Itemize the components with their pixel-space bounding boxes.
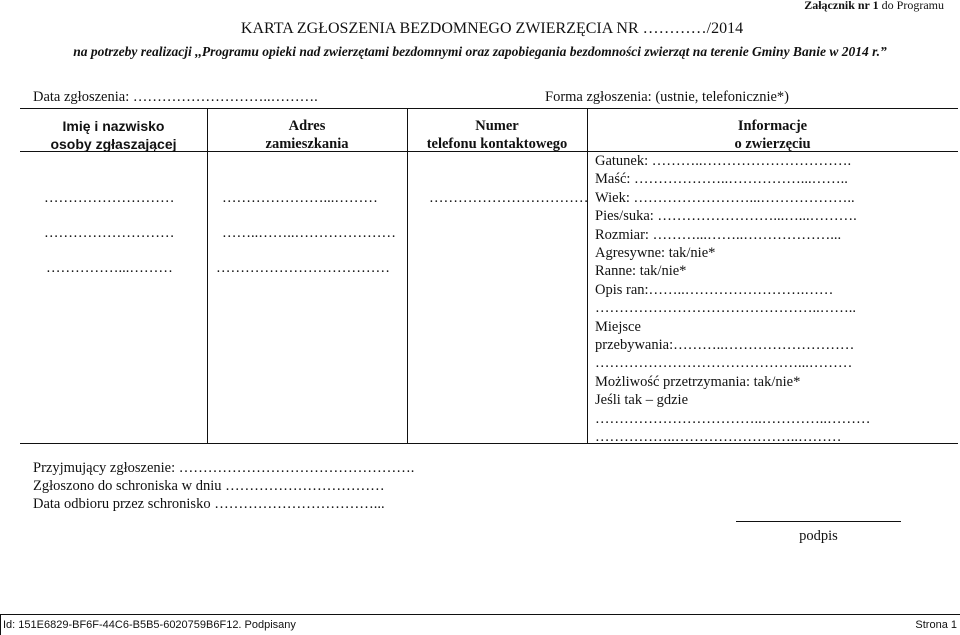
document-subtitle: na potrzeby realizacji ,,Programu opieki nad zwierzętami bezdomnymi oraz zapobiegania bezdomności zwierząt na terenie Gminy Banie w 2014 r.” [73,44,887,59]
document-id: Id: 151E6829-BF6F-44C6-B5B5-6020759B6F12. Podpisany [3,619,296,631]
header-address-line2: zamieszkania [265,136,349,152]
receiver-field[interactable]: Przyjmujący zgłoszenie: …………………………………………. [33,460,415,476]
sex-field[interactable]: Pies/suka: ……………………...…...………. [595,208,857,225]
age-field[interactable]: Wiek: ……………………...……………….. [595,189,855,206]
holding-location-continuation[interactable]: ……………..……………………..……… [595,429,842,446]
footer-divider [0,615,1,635]
header-animal-info [587,117,958,153]
column-divider [587,109,588,443]
address-field[interactable]: ……………………………… [216,260,390,276]
annex-number: Załącznik nr 1 [804,0,879,12]
signature-label: podpis [799,528,838,544]
header-address [207,117,407,153]
address-field[interactable]: ……..……..………………… [222,225,396,241]
report-form-line[interactable]: Forma zgłoszenia: (ustnie, telefonicznie*) [545,89,789,105]
holding-location-field[interactable]: ……………………………..…………..……… [595,410,871,427]
animal-info-list [595,152,871,447]
header-reporter-name-line2: osoby zgłaszającej [50,136,177,152]
address-field[interactable]: …………………...……… [222,190,378,206]
processing-section [33,459,414,513]
wounds-description-field[interactable]: Opis ran:……..…………………….…… [595,281,834,298]
location-continuation[interactable]: ……………………………………...……… [595,355,853,372]
location-field[interactable]: przebywania:………..……………………… [595,337,855,354]
shelter-report-date-field[interactable]: Zgłoszono do schroniska w dniu …………………………… [33,478,385,494]
signature-line[interactable] [736,521,901,522]
reporter-name-field[interactable]: ……………………… [44,225,175,241]
header-address-line1: Adres [288,118,326,134]
wounds-description-continuation[interactable]: ………………………………………..…….. [595,300,856,317]
header-phone-line2: telefonu kontaktowego [426,136,568,152]
header-phone [407,117,587,153]
header-phone-line1: Numer [475,118,519,134]
aggressive-field[interactable]: Agresywne: tak/nie* [595,245,716,262]
size-field[interactable]: Rozmiar: ………...……..………………... [595,226,842,243]
holding-location-label: Jeśli tak – gdzie [595,392,689,409]
holding-possibility-field[interactable]: Możliwość przetrzymania: tak/nie* [595,373,801,390]
annex-label [804,0,944,13]
document-title-text: KARTA ZGŁOSZENIA BEZDOMNEGO ZWIERZĘCIA NR …………/2014 [240,20,744,37]
reporter-name-field[interactable]: ……………………… [44,190,175,206]
color-field[interactable]: Maść: ………………..……………...…….. [595,171,848,188]
header-animal-info-line1: Informacje [737,118,808,134]
location-label: Miejsce [595,318,641,335]
column-divider [407,109,408,443]
header-reporter-name [20,117,207,153]
document-title [0,20,960,38]
species-field[interactable]: Gatunek: ………..…………………………. [595,153,852,169]
page-footer [0,614,960,635]
annex-reference: do Programu [881,0,944,12]
injured-field[interactable]: Ranne: tak/nie* [595,263,687,280]
shelter-pickup-date-field[interactable]: Data odbioru przez schronisko ……………………………... [33,496,385,512]
page-number: Strona 1 [915,619,957,631]
report-date-line[interactable]: Data zgłoszenia: ………………………..………. [33,89,318,105]
phone-field[interactable]: …………………………… [429,190,589,206]
header-animal-info-line2: o zwierzęciu [734,136,811,152]
report-table [20,108,958,444]
column-divider [207,109,208,443]
reporter-name-field[interactable]: ……………...……… [46,260,173,276]
header-reporter-name-line1: Imię i nazwisko [62,118,165,134]
